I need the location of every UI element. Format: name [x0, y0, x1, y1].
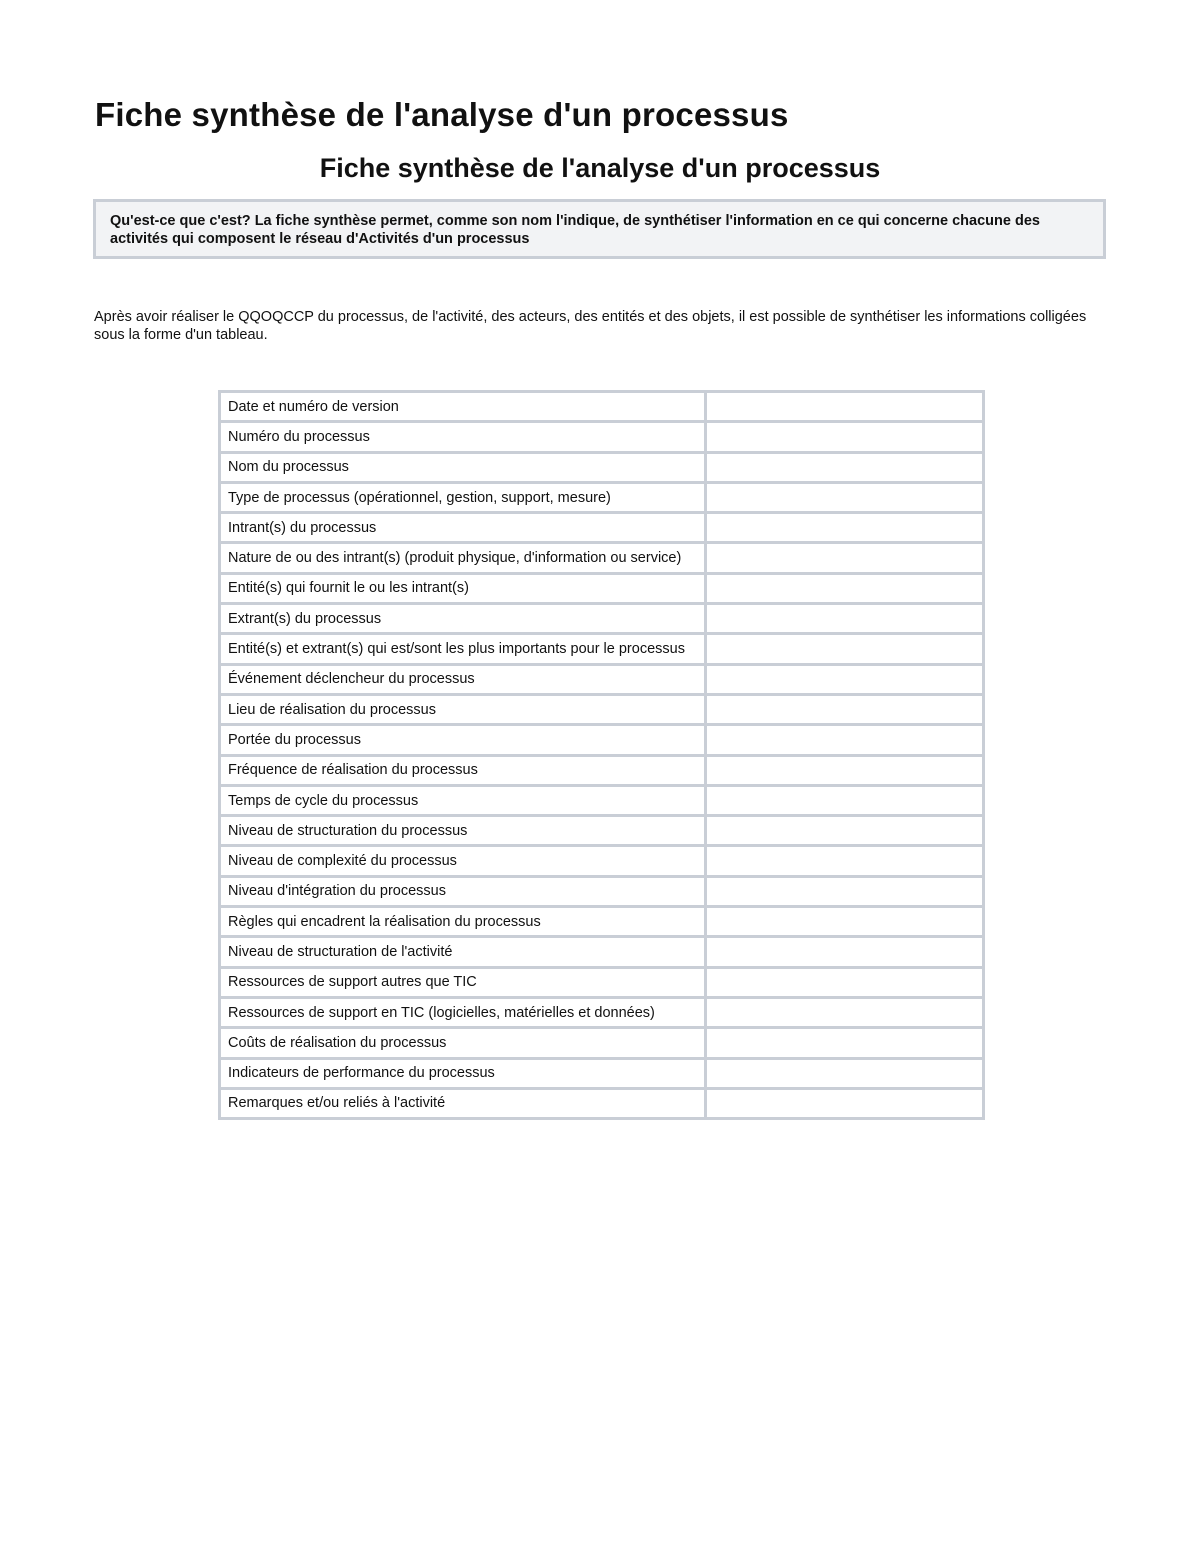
table-row [220, 937, 984, 967]
table-row [220, 392, 984, 422]
row-value-cell[interactable] [706, 604, 984, 634]
row-label: Niveau d'intégration du processus [220, 876, 706, 906]
row-label: Date et numéro de version [220, 392, 706, 422]
row-value-cell[interactable] [706, 1028, 984, 1058]
table-row [220, 755, 984, 785]
table-row [220, 1058, 984, 1088]
table-row [220, 422, 984, 452]
table-row [220, 543, 984, 573]
row-label: Portée du processus [220, 725, 706, 755]
definition-text: Qu'est-ce que c'est? La fiche synthèse permet, comme son nom l'indique, de synthétiser l'information en ce qui concerne chacune des activités qui composent le réseau d'Activités d'un processus [110, 213, 1040, 247]
row-label: Niveau de structuration de l'activité [220, 937, 706, 967]
main-title: Fiche synthèse de l'analyse d'un processus [95, 96, 789, 133]
row-value-cell[interactable] [706, 452, 984, 482]
row-value-cell[interactable] [706, 1088, 984, 1118]
synthesis-table-body [220, 392, 984, 1119]
table-row [220, 573, 984, 603]
row-value-cell[interactable] [706, 694, 984, 724]
definition-box [93, 199, 1106, 259]
table-row [220, 452, 984, 482]
row-value-cell[interactable] [706, 967, 984, 997]
row-label: Fréquence de réalisation du processus [220, 755, 706, 785]
table-row [220, 967, 984, 997]
table-row [220, 694, 984, 724]
row-value-cell[interactable] [706, 846, 984, 876]
row-value-cell[interactable] [706, 755, 984, 785]
table-row [220, 482, 984, 512]
row-label: Indicateurs de performance du processus [220, 1058, 706, 1088]
table-row [220, 513, 984, 543]
row-value-cell[interactable] [706, 664, 984, 694]
row-label: Coûts de réalisation du processus [220, 1028, 706, 1058]
table-row [220, 997, 984, 1027]
row-label: Entité(s) et extrant(s) qui est/sont les plus importants pour le processus [220, 634, 706, 664]
row-value-cell[interactable] [706, 997, 984, 1027]
row-value-cell[interactable] [706, 725, 984, 755]
subtitle: Fiche synthèse de l'analyse d'un processus [319, 153, 881, 183]
table-row [220, 604, 984, 634]
row-label: Règles qui encadrent la réalisation du processus [220, 907, 706, 937]
row-label: Lieu de réalisation du processus [220, 694, 706, 724]
row-label: Niveau de structuration du processus [220, 816, 706, 846]
row-label: Nom du processus [220, 452, 706, 482]
row-label: Remarques et/ou reliés à l'activité [220, 1088, 706, 1118]
row-label: Extrant(s) du processus [220, 604, 706, 634]
synthesis-table [218, 390, 985, 1120]
row-value-cell[interactable] [706, 907, 984, 937]
row-label: Numéro du processus [220, 422, 706, 452]
table-row [220, 1028, 984, 1058]
intro-paragraph: Après avoir réaliser le QQOQCCP du processus, de l'activité, des acteurs, des entités et des objets, il est possible de synthétiser les informations colligées sous la forme d'un tableau. [94, 309, 1087, 343]
table-row [220, 846, 984, 876]
table-row [220, 876, 984, 906]
row-label: Ressources de support en TIC (logicielles, matérielles et données) [220, 997, 706, 1027]
row-label: Type de processus (opérationnel, gestion, support, mesure) [220, 482, 706, 512]
row-label: Nature de ou des intrant(s) (produit physique, d'information ou service) [220, 543, 706, 573]
table-row [220, 725, 984, 755]
table-row [220, 785, 984, 815]
row-label: Ressources de support autres que TIC [220, 967, 706, 997]
row-value-cell[interactable] [706, 422, 984, 452]
table-row [220, 816, 984, 846]
row-value-cell[interactable] [706, 876, 984, 906]
row-value-cell[interactable] [706, 785, 984, 815]
row-value-cell[interactable] [706, 816, 984, 846]
row-label: Temps de cycle du processus [220, 785, 706, 815]
row-value-cell[interactable] [706, 634, 984, 664]
row-value-cell[interactable] [706, 392, 984, 422]
table-row [220, 634, 984, 664]
row-label: Entité(s) qui fournit le ou les intrant(s) [220, 573, 706, 603]
table-row [220, 1088, 984, 1118]
row-label: Niveau de complexité du processus [220, 846, 706, 876]
row-value-cell[interactable] [706, 1058, 984, 1088]
row-value-cell[interactable] [706, 482, 984, 512]
table-row [220, 664, 984, 694]
row-value-cell[interactable] [706, 513, 984, 543]
row-value-cell[interactable] [706, 937, 984, 967]
row-value-cell[interactable] [706, 543, 984, 573]
row-label: Intrant(s) du processus [220, 513, 706, 543]
row-value-cell[interactable] [706, 573, 984, 603]
row-label: Événement déclencheur du processus [220, 664, 706, 694]
table-row [220, 907, 984, 937]
